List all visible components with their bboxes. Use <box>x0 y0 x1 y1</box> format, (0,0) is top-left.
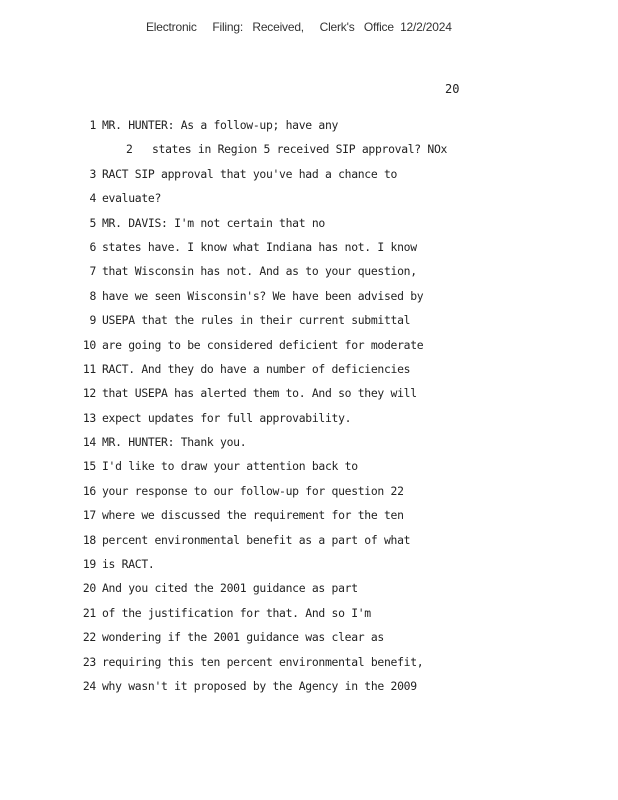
line-text: And you cited the 2001 guidance as part <box>102 581 358 596</box>
transcript-line <box>0 386 618 410</box>
line-text: is RACT. <box>102 557 155 572</box>
transcript-line <box>0 435 618 459</box>
transcript-line <box>0 264 618 288</box>
line-text: that USEPA has alerted them to. And so they will <box>102 386 417 401</box>
transcript-line <box>0 508 618 532</box>
line-number: 6 <box>89 239 96 254</box>
line-text: states in Region 5 received SIP approval? NOx <box>152 142 448 157</box>
line-text: requiring this ten percent environmental benefit, <box>102 654 424 669</box>
line-number: 19 <box>82 557 96 572</box>
line-text: have we seen Wisconsin's? We have been advised by <box>102 288 424 303</box>
transcript-line <box>0 581 618 605</box>
line-number: 13 <box>82 410 96 425</box>
line-text: evaluate? <box>102 191 162 206</box>
line-number: 22 <box>82 630 96 645</box>
transcript-line <box>0 216 618 240</box>
line-text: where we discussed the requirement for the ten <box>102 508 404 523</box>
transcript-line <box>0 533 618 557</box>
line-text: expect updates for full approvability. <box>102 410 352 425</box>
transcript-line <box>0 142 618 166</box>
line-text: RACT. And they do have a number of deficiencies <box>102 361 411 376</box>
line-text: MR. DAVIS: I'm not certain that no <box>102 215 325 230</box>
line-number: 16 <box>82 483 96 498</box>
line-number: 11 <box>82 361 96 376</box>
line-text: MR. HUNTER: As a follow-up; have any <box>102 118 339 132</box>
line-number: 21 <box>82 605 96 620</box>
line-text: percent environmental benefit as a part of what <box>102 532 411 547</box>
transcript-line <box>0 679 618 703</box>
line-number: 1 <box>89 118 96 132</box>
line-text: of the justification for that. And so I'm <box>102 605 371 620</box>
line-number: 5 <box>89 215 96 230</box>
line-number: 12 <box>82 386 96 401</box>
line-text: are going to be considered deficient for moderate <box>102 337 424 352</box>
transcript-line <box>0 240 618 264</box>
transcript-line <box>0 313 618 337</box>
line-number: 24 <box>82 678 96 693</box>
transcript-line <box>0 459 618 483</box>
transcript-line <box>0 606 618 630</box>
line-text: USEPA that the rules in their current submittal <box>102 313 411 328</box>
line-number: 8 <box>89 288 96 303</box>
page-number: 20 <box>445 82 460 96</box>
line-number: 9 <box>89 313 96 328</box>
line-text: that Wisconsin has not. And as to your question, <box>102 264 417 279</box>
line-text: why wasn't it proposed by the Agency in the 2009 <box>102 678 417 693</box>
line-number: 17 <box>82 508 96 523</box>
line-number: 2 <box>126 142 133 157</box>
line-text: I'd like to draw your attention back to <box>102 459 358 474</box>
line-number: 3 <box>89 166 96 181</box>
line-text: RACT SIP approval that you've had a chance to <box>102 166 398 181</box>
line-number: 18 <box>82 532 96 547</box>
transcript-line <box>0 289 618 313</box>
line-number: 10 <box>82 337 96 352</box>
transcript-line <box>0 118 618 142</box>
line-number: 15 <box>82 459 96 474</box>
transcript-line <box>0 167 618 191</box>
line-number: 23 <box>82 654 96 669</box>
transcript-lines <box>0 118 618 703</box>
transcript-line <box>0 191 618 215</box>
transcript-line <box>0 655 618 679</box>
transcript-line <box>0 557 618 581</box>
line-number: 4 <box>89 191 96 206</box>
line-number: 14 <box>82 435 96 450</box>
transcript-line <box>0 484 618 508</box>
filing-stamp-header: Electronic Filing: Received, Clerk's Office 12/2/2024 <box>146 20 452 34</box>
line-number: 20 <box>82 581 96 596</box>
transcript-line <box>0 338 618 362</box>
transcript-line <box>0 362 618 386</box>
line-number: 7 <box>89 264 96 279</box>
line-text: wondering if the 2001 guidance was clear as <box>102 630 384 645</box>
line-text: states have. I know what Indiana has not. I know <box>102 239 417 254</box>
transcript-line <box>0 630 618 654</box>
line-text: MR. HUNTER: Thank you. <box>102 435 247 450</box>
line-text: your response to our follow-up for question 22 <box>102 483 404 498</box>
transcript-line <box>0 411 618 435</box>
